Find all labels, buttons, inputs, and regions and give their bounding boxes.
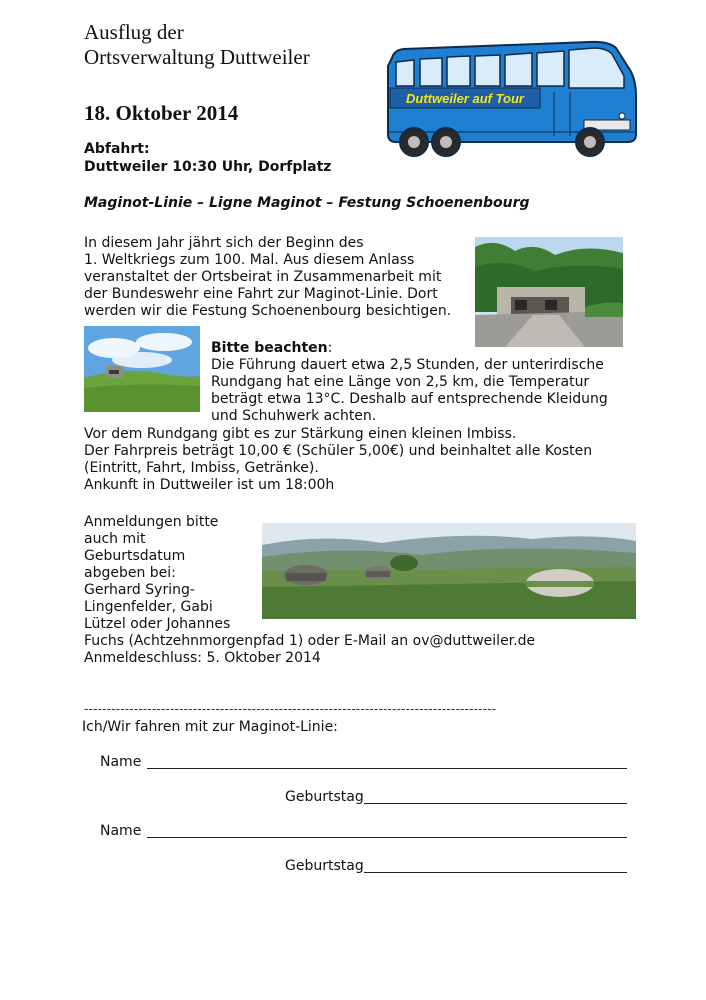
registration-line: abgeben bei: [84, 565, 176, 581]
notice-line: und Schuhwerk achten. [211, 408, 377, 424]
registration-line: Anmeldungen bitte [84, 514, 219, 530]
notice-heading-colon: : [327, 340, 333, 356]
notice-heading: Bitte beachten [211, 340, 328, 356]
name-label-2: Name [100, 823, 142, 839]
intro-line: veranstaltet der Ortsbeirat in Zusammenarbeit mit [84, 269, 442, 285]
info-line: Der Fahrpreis beträgt 10,00 € (Schüler 5,00€) und beinhaltet alle Kosten [84, 443, 593, 459]
info-line: Ankunft in Duttweiler ist um 18:00h [84, 477, 335, 493]
registration-line: Gerhard Syring- [84, 582, 195, 598]
notice-heading-row [211, 340, 332, 357]
bus-sign-text: Duttweiler auf Tour [406, 91, 524, 106]
trip-date: 18. Oktober 2014 [84, 101, 239, 125]
info-line: (Eintritt, Fahrt, Imbiss, Getränke). [84, 460, 319, 476]
registration-line: Lingenfelder, Gabi [84, 599, 213, 615]
intro-line: werden wir die Festung Schoenenbourg besichtigen. [84, 303, 452, 319]
fortress-entrance-photo [475, 237, 623, 347]
notice-line: beträgt etwa 13°C. Deshalb auf entsprechende Kleidung [211, 391, 608, 407]
cut-separator: ------------------------------------------------------------------------------------------- [84, 702, 497, 716]
info-line: Vor dem Rundgang gibt es zur Stärkung einen kleinen Imbiss. [84, 426, 517, 442]
registration-line: Lützel oder Johannes [84, 616, 231, 632]
intro-line: der Bundeswehr eine Fahrt zur Maginot-Linie. Dort [84, 286, 438, 302]
bunker-panorama-photo [262, 523, 636, 619]
name-label-1: Name [100, 754, 142, 770]
notice-line: Rundgang hat eine Länge von 2,5 km, die Temperatur [211, 374, 590, 390]
registration-line: Geburtsdatum [84, 548, 186, 564]
form-intro: Ich/Wir fahren mit zur Maginot-Linie: [82, 719, 338, 735]
departure-detail: Duttweiler 10:30 Uhr, Dorfplatz [84, 159, 332, 175]
title-line-1: Ausflug der [84, 20, 184, 44]
birthday-field-2[interactable] [364, 872, 627, 873]
registration-line: Fuchs (Achtzehnmorgenpfad 1) oder E-Mail an ov@duttweiler.de [84, 633, 536, 649]
title-line-2: Ortsverwaltung Duttweiler [84, 45, 310, 69]
bus-illustration [384, 36, 640, 164]
birthday-field-1[interactable] [364, 803, 627, 804]
registration-line: Anmeldeschluss: 5. Oktober 2014 [84, 650, 321, 666]
notice-line: Die Führung dauert etwa 2,5 Stunden, der unterirdische [211, 357, 604, 373]
birthday-label-1: Geburtstag [285, 789, 364, 805]
destination-subtitle: Maginot-Linie – Ligne Maginot – Festung Schoenenbourg [84, 195, 530, 211]
birthday-label-2: Geburtstag [285, 858, 364, 874]
intro-line: In diesem Jahr jährt sich der Beginn des [84, 235, 364, 251]
bunker-meadow-photo [84, 326, 200, 412]
name-field-2[interactable] [147, 837, 627, 838]
intro-line: 1. Weltkriegs zum 100. Mal. Aus diesem Anlass [84, 252, 415, 268]
departure-label: Abfahrt: [84, 141, 150, 157]
registration-line: auch mit [84, 531, 146, 547]
name-field-1[interactable] [147, 768, 627, 769]
